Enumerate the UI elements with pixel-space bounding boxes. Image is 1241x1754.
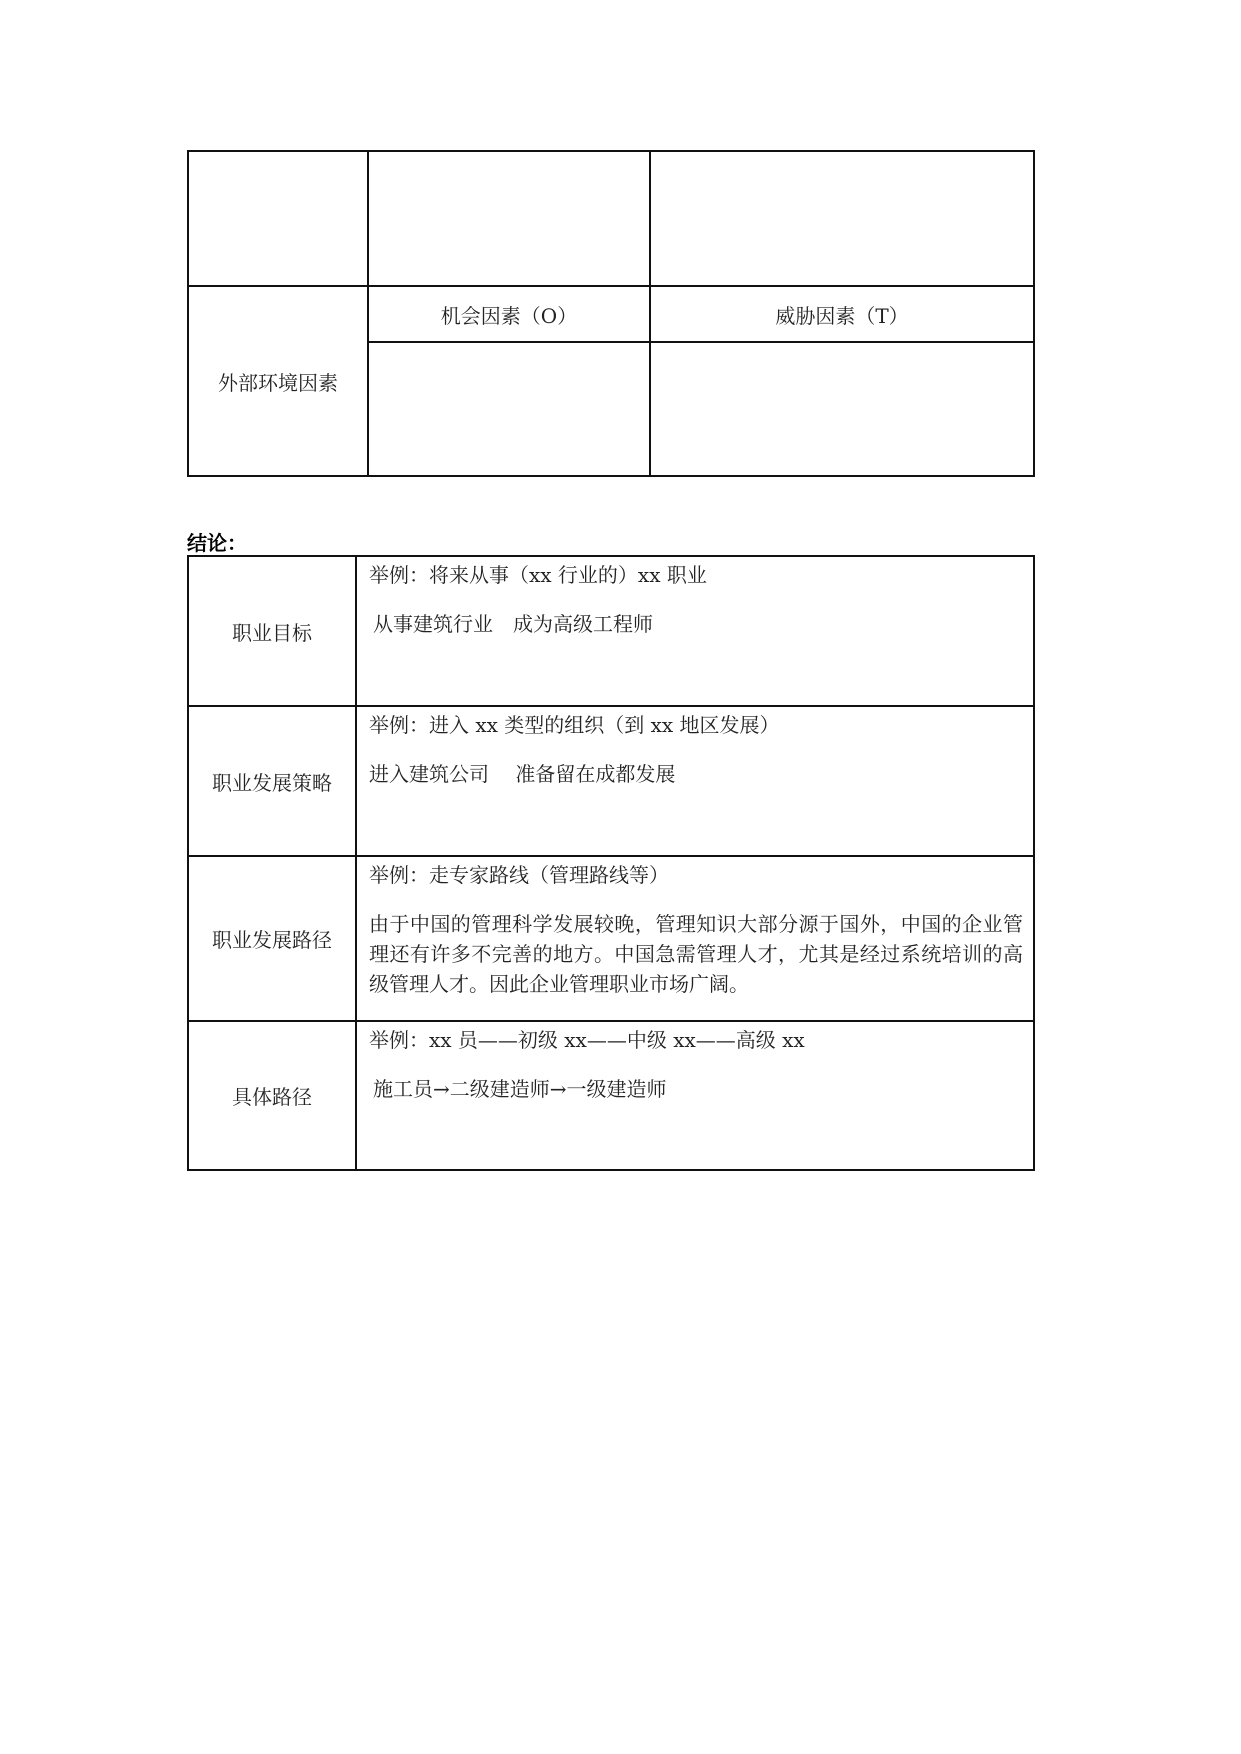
specific-path-label: 具体路径 <box>188 1021 356 1170</box>
conclusion-table <box>187 555 1035 1171</box>
table-row <box>188 1021 1034 1170</box>
career-path-cell <box>356 856 1034 1021</box>
career-goal-cell <box>356 556 1034 706</box>
table-row <box>188 556 1034 706</box>
career-strategy-cell <box>356 706 1034 856</box>
table-row <box>188 856 1034 1021</box>
external-factors-label: 外部环境因素 <box>188 286 368 476</box>
career-path-answer: 由于中国的管理科学发展较晚，管理知识大部分源于国外，中国的企业管理还有许多不完善的地方。中国急需管理人才，尤其是经过系统培训的高级管理人才。因此企业管理职业市场广阔。 <box>369 912 1023 996</box>
conclusion-title: 结论： <box>187 531 247 555</box>
specific-path-answer: 施工员→二级建造师→一级建造师 <box>373 1077 667 1101</box>
table-row <box>188 706 1034 856</box>
swot-weakness-content-cell <box>650 151 1034 286</box>
career-goal-label: 职业目标 <box>188 556 356 706</box>
specific-path-example: 举例：xx 员——初级 xx——中级 xx——高级 xx <box>369 1028 805 1052</box>
opportunity-header: 机会因素（O） <box>368 286 650 342</box>
career-strategy-example: 举例：进入 xx 类型的组织（到 xx 地区发展） <box>369 713 780 737</box>
swot-table <box>187 150 1035 477</box>
specific-path-cell <box>356 1021 1034 1170</box>
opportunity-content-cell <box>368 342 650 476</box>
career-path-label: 职业发展路径 <box>188 856 356 1021</box>
swot-empty-label-cell <box>188 151 368 286</box>
career-goal-answer: 从事建筑行业 成为高级工程师 <box>373 612 653 636</box>
career-strategy-label: 职业发展策略 <box>188 706 356 856</box>
swot-strength-content-cell <box>368 151 650 286</box>
threat-content-cell <box>650 342 1034 476</box>
career-goal-example: 举例：将来从事（xx 行业的）xx 职业 <box>369 563 707 587</box>
career-path-example: 举例：走专家路线（管理路线等） <box>369 863 669 887</box>
career-strategy-answer: 进入建筑公司 准备留在成都发展 <box>369 762 676 786</box>
threat-header: 威胁因素（T） <box>650 286 1034 342</box>
